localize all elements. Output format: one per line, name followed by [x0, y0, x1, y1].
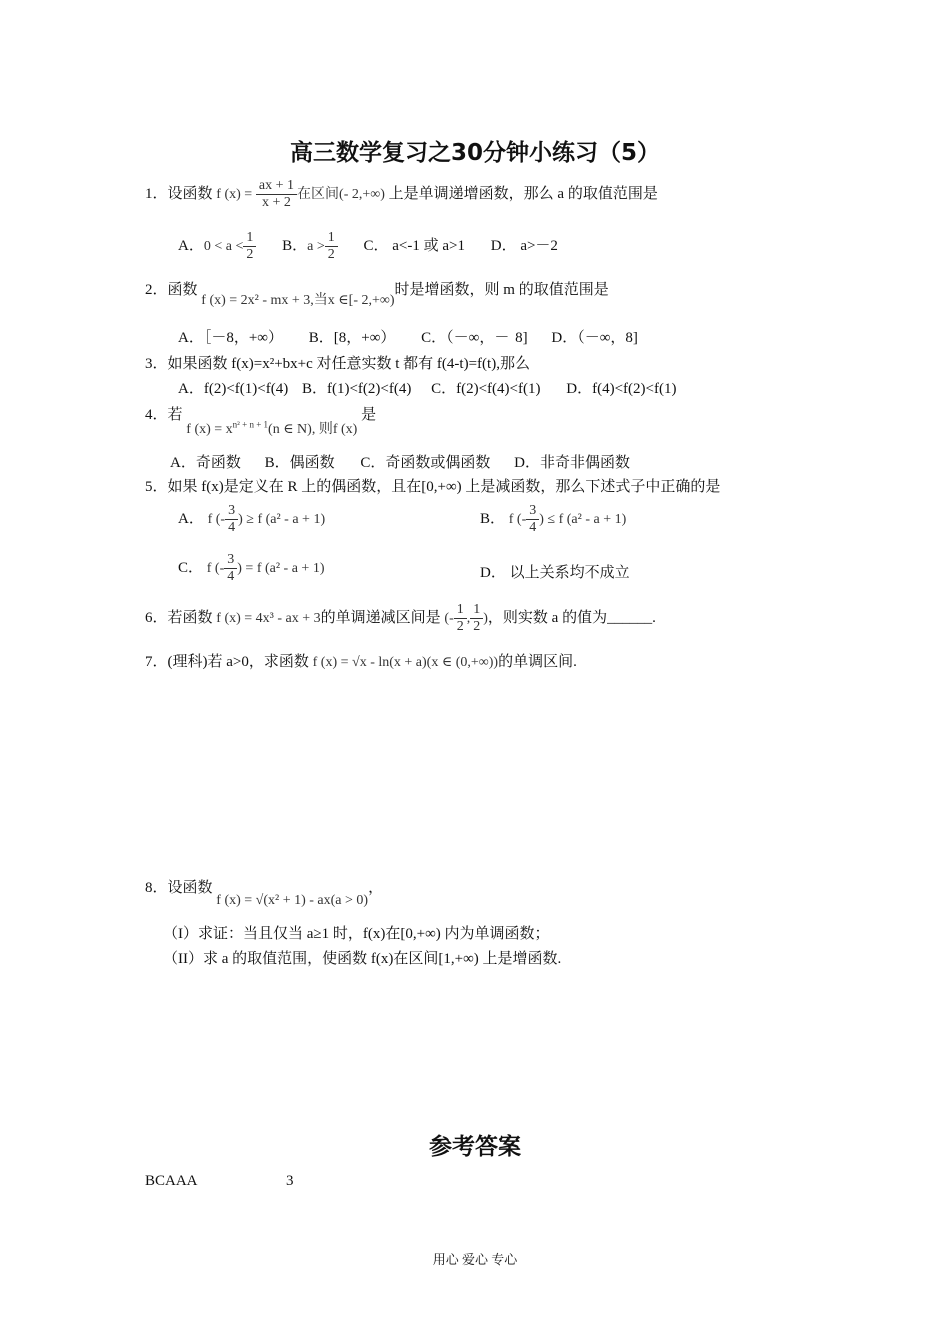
q7-prefix: (理科)若 a>0，求函数: [167, 654, 309, 670]
q4-option-b[interactable]: B．偶函数: [264, 455, 335, 471]
q4-number: 4．: [145, 407, 168, 423]
q5-option-c-post: ) = f (a² - a + 1): [237, 561, 325, 577]
q1-option-a-fraction: [243, 230, 256, 263]
q4-options: [170, 451, 630, 472]
q6-fraction-2-num: 1: [470, 602, 483, 619]
page-title: 高三数学复习之30分钟小练习（5）: [289, 140, 660, 166]
q6-comma: ,: [466, 611, 471, 627]
answers-line: BCAAA: [145, 1173, 198, 1189]
q1-option-b[interactable]: [282, 230, 338, 263]
q6-prefix: 若函数: [167, 610, 213, 627]
q4-expression: [186, 419, 358, 437]
q4-option-c[interactable]: C．奇函数或偶函数: [360, 455, 491, 471]
q3-option-b[interactable]: B．f(1)<f(2)<f(4): [301, 381, 412, 397]
q5-option-c-num: 3: [224, 552, 237, 569]
q1-option-b-num: 1: [325, 230, 338, 247]
q5-option-a-label: A．: [178, 511, 204, 528]
q6-fraction-2: [470, 602, 483, 635]
q1-fraction-denominator: x + 2: [262, 195, 291, 211]
q7-number: 7．: [145, 654, 168, 670]
q2-option-d[interactable]: D．（－∞，8]: [551, 330, 638, 346]
q1-number: 1．: [145, 186, 168, 203]
q1-option-a-label: A．: [178, 238, 204, 255]
answers-blank: 3: [286, 1173, 294, 1189]
q6-expression: f (x) = 4x³ - ax + 3: [216, 611, 321, 627]
question-8: [145, 876, 384, 908]
q5-option-a-den: 4: [228, 520, 236, 536]
q3-option-c[interactable]: C．f(2)<f(4)<f(1): [431, 381, 541, 397]
q5-option-b-label: B．: [480, 511, 506, 528]
q4-option-a[interactable]: A．奇函数: [170, 455, 241, 471]
answers-title: 参考答案: [429, 1134, 521, 1160]
q2-prefix: 函数: [167, 282, 198, 298]
q5-option-d[interactable]: D． 以上关系均不成立: [480, 565, 630, 581]
q1-fraction-numerator: ax + 1: [256, 178, 297, 195]
q1-option-a-expr: 0 < a <: [203, 239, 244, 255]
q7-expression: f (x) = √x - ln(x + a)(x ∈ (0,+∞)): [312, 655, 499, 670]
q1-suffix: 上是单调递增函数，那么 a 的取值范围是: [388, 186, 658, 203]
q8-part-1: （I）求证：当且仅当 a≥1 时，f(x)在[0,+∞) 内为单调函数；: [163, 926, 550, 942]
question-1: [145, 178, 658, 211]
q1-options: [178, 230, 558, 263]
q2-suffix: 时是增函数，则 m 的取值范围是: [394, 282, 609, 298]
q5-option-b-post: ) ≤ f (a² - a + 1): [539, 512, 627, 528]
q3-option-a[interactable]: A．f(2)<f(1)<f(4): [178, 381, 289, 397]
q5-option-a-num: 3: [225, 503, 238, 520]
q6-middle: 的单调递减区间是: [320, 610, 441, 627]
q3-option-d[interactable]: D．f(4)<f(2)<f(1): [566, 381, 677, 397]
q7-suffix: 的单调区间.: [498, 654, 577, 670]
q2-option-b[interactable]: B．[8，+∞）: [308, 330, 396, 346]
q1-option-b-den: 2: [327, 247, 335, 263]
q1-option-a-num: 1: [243, 230, 256, 247]
question-7: [145, 650, 577, 671]
q8-suffix: ，: [368, 880, 384, 896]
q2-expression: f (x) = 2x² - mx + 3,当x ∈[- 2,+∞): [201, 293, 395, 308]
q4-expression-rest: (n ∈ N), 则f (x): [268, 422, 358, 437]
question-4: [145, 403, 377, 437]
q4-option-d[interactable]: D．非奇非偶函数: [514, 455, 630, 471]
q1-option-b-fraction: [325, 230, 338, 263]
q8-prefix: 设函数: [167, 880, 213, 896]
question-6: [145, 602, 656, 635]
q5-option-a-post: ) ≥ f (a² - a + 1): [238, 512, 326, 528]
q1-option-b-expr: a >: [307, 239, 325, 255]
q8-expression: f (x) = √(x² + 1) - ax(a > 0): [216, 893, 369, 908]
question-3: 3．如果函数 f(x)=x²+bx+c 对任意实数 t 都有 f(4-t)=f(t),那么: [145, 356, 530, 372]
q1-interval: 在区间(- 2,+∞): [297, 187, 385, 203]
q8-number: 8．: [145, 880, 168, 896]
q5-option-b-num: 3: [526, 503, 539, 520]
q4-suffix: 是: [361, 407, 377, 423]
question-5: 5．如果 f(x)是定义在 R 上的偶函数，且在[0,+∞) 上是减函数，那么下述式子中正确的是: [145, 479, 721, 495]
q5-option-c-den: 4: [227, 569, 235, 585]
q4-expression-base: f (x) = x: [186, 422, 233, 437]
q1-option-c[interactable]: C． a<-1 或 a>1: [363, 238, 465, 255]
q5-option-a[interactable]: [178, 503, 325, 536]
q2-number: 2．: [145, 282, 168, 298]
q1-option-b-label: B．: [282, 238, 308, 255]
q5-option-a-fraction: [225, 503, 238, 536]
q5-option-c-fraction: [224, 552, 237, 585]
q6-interval-open: (-: [444, 611, 454, 627]
q5-option-a-pre: f (-: [207, 512, 226, 528]
q5-option-b-pre: f (-: [508, 512, 527, 528]
q6-fraction-1-den: 2: [456, 619, 464, 635]
q6-suffix: ，则实数 a 的值为______.: [487, 610, 656, 627]
q1-prefix: 设函数: [167, 186, 213, 203]
q4-expression-exponent: n² + n + 1: [232, 419, 269, 430]
q1-option-d[interactable]: D． a>－2: [490, 238, 558, 255]
q5-option-b-den: 4: [529, 520, 537, 536]
q1-function: f (x) =: [216, 187, 253, 203]
q2-option-a[interactable]: A．［－8，+∞）: [178, 330, 283, 346]
q2-option-c[interactable]: C．（－∞，－ 8]: [421, 330, 528, 346]
q1-option-a-den: 2: [246, 247, 254, 263]
q4-prefix: 若: [167, 407, 183, 423]
q6-fraction-1: [454, 602, 467, 635]
q6-fraction-2-den: 2: [473, 619, 481, 635]
q3-options: [178, 377, 676, 398]
q6-interval-close: ): [483, 611, 488, 627]
q5-option-c[interactable]: [178, 552, 325, 585]
q1-option-a[interactable]: [178, 230, 256, 263]
q5-option-c-label: C．: [178, 560, 204, 577]
q6-number: 6．: [145, 610, 168, 627]
q1-fraction: [256, 178, 297, 211]
page-footer: 用心 爱心 专心: [432, 1252, 518, 1267]
q8-part-2: （II）求 a 的取值范围，使函数 f(x)在区间[1,+∞) 上是增函数.: [163, 951, 562, 967]
q2-options: [178, 326, 638, 347]
q6-fraction-1-num: 1: [454, 602, 467, 619]
q5-option-c-pre: f (-: [206, 561, 225, 577]
q5-option-b-fraction: [526, 503, 539, 536]
q5-option-b[interactable]: [480, 503, 626, 536]
question-2: [145, 278, 609, 308]
